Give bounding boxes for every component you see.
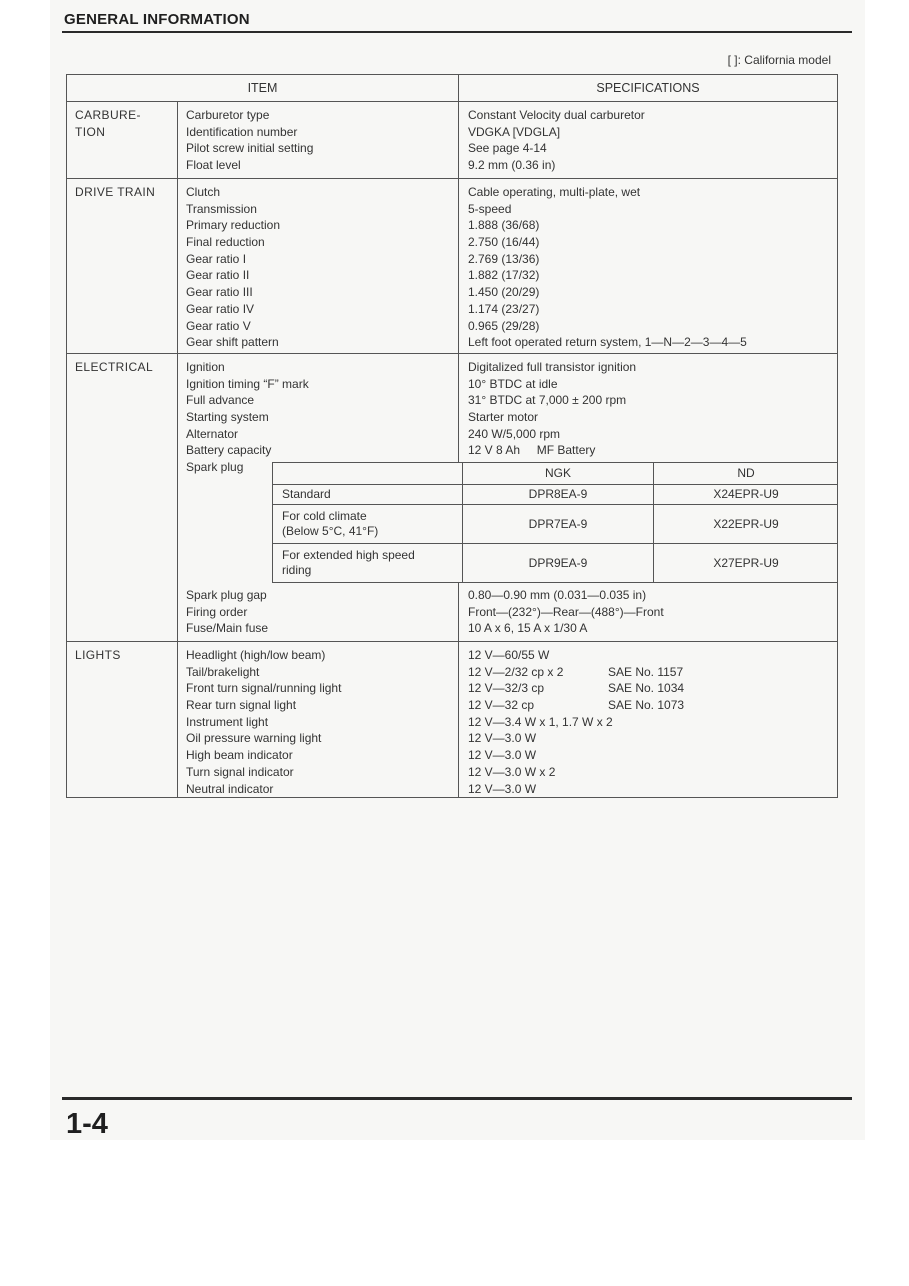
- item-label: Pilot screw initial setting: [186, 141, 314, 156]
- sae-number: SAE No. 1034: [608, 681, 685, 696]
- item-label: Gear shift pattern: [186, 335, 279, 350]
- spark-plug-condition: For cold climate (Below 5°C, 41°F): [282, 509, 379, 538]
- section-carburetion: [67, 102, 837, 179]
- spec-value: 2.769 (13/36): [468, 251, 540, 266]
- item-label: Oil pressure warning light: [186, 731, 322, 746]
- column-header-item: ITEM: [67, 75, 459, 101]
- electrical-items: [186, 359, 309, 476]
- item-label: Gear ratio II: [186, 268, 250, 283]
- ngk-plug-value: DPR8EA-9: [528, 487, 588, 502]
- spark-plug-condition: Standard: [282, 487, 331, 501]
- nd-plug-value: X22EPR-U9: [713, 516, 779, 531]
- brand-header-ngk: NGK: [544, 466, 571, 481]
- item-label: Rear turn signal light: [186, 698, 297, 713]
- column-divider: [458, 642, 459, 797]
- spec-value: [468, 730, 684, 747]
- item-label: Fuse/Main fuse: [186, 621, 269, 636]
- item-label: Clutch: [186, 185, 221, 199]
- spec-value: Constant Velocity dual carburetor: [468, 108, 645, 122]
- column-divider: [177, 354, 178, 641]
- spec-value: [468, 781, 684, 798]
- section-lights: [67, 642, 837, 797]
- item-label: Battery capacity: [186, 443, 272, 458]
- electrical-values-lower: [468, 587, 664, 637]
- column-divider: [458, 179, 459, 353]
- drive-train-values: [468, 184, 747, 351]
- section-electrical: [67, 354, 837, 642]
- spec-value: 1.174 (23/27): [468, 301, 540, 316]
- ngk-plug-value: DPR7EA-9: [528, 516, 588, 531]
- item-label: Transmission: [186, 201, 257, 216]
- light-spec: 12 V—2/32 cp x 2: [468, 664, 564, 679]
- spec-value: VDGKA [VDGLA]: [468, 124, 561, 139]
- spec-value: [468, 647, 684, 664]
- sae-number: SAE No. 1157: [608, 664, 684, 679]
- column-divider: [177, 179, 178, 353]
- nd-plug-value: X24EPR-U9: [713, 487, 779, 502]
- spec-value: 0.965 (29/28): [468, 318, 540, 333]
- footer-rule: [62, 1097, 852, 1100]
- lights-values: [468, 647, 684, 797]
- spec-value: [468, 714, 684, 731]
- nd-plug-value: X27EPR-U9: [713, 555, 779, 570]
- item-label: Tail/brakelight: [186, 664, 260, 679]
- light-spec: 12 V—3.0 W: [468, 748, 537, 763]
- section-drive-train: [67, 179, 837, 354]
- light-spec: 12 V—3.0 W: [468, 731, 537, 746]
- light-spec: 12 V—3.4 W x 1, 1.7 W x 2: [468, 714, 613, 729]
- item-label: Gear ratio IV: [186, 301, 255, 316]
- spec-value: Front—(232°)—Rear—(488°)—Front: [468, 604, 664, 619]
- spec-value: 1.888 (36/68): [468, 218, 540, 233]
- spec-value: 240 W/5,000 rpm: [468, 426, 561, 441]
- spec-value: 10 A x 6, 15 A x 1/30 A: [468, 621, 588, 636]
- column-divider: [177, 642, 178, 797]
- spec-value: 1.450 (20/29): [468, 285, 540, 300]
- item-label: Ignition timing “F” mark: [186, 376, 309, 391]
- page-header-title: GENERAL INFORMATION: [64, 11, 250, 28]
- table-header-row: [67, 75, 837, 102]
- electrical-values: [468, 359, 636, 459]
- spec-value: 2.750 (16/44): [468, 235, 540, 250]
- spec-value: [468, 664, 684, 681]
- spec-value: 10° BTDC at idle: [468, 376, 558, 391]
- california-model-note: [ ]: California model: [727, 53, 831, 67]
- section-name-lights: LIGHTS: [75, 648, 121, 662]
- lights-items: [186, 647, 341, 797]
- spec-value: 31° BTDC at 7,000 ± 200 rpm: [468, 393, 627, 408]
- spec-value: See page 4-14: [468, 141, 547, 156]
- specifications-table: [66, 74, 838, 798]
- spec-value: 1.882 (17/32): [468, 268, 540, 283]
- spec-value: Left foot operated return system, 1—N—2—3—4—5: [468, 335, 747, 350]
- item-label: Alternator: [186, 426, 239, 441]
- item-label: Identification number: [186, 124, 298, 139]
- spark-plug-label: Spark plug: [186, 460, 244, 475]
- item-label: Primary reduction: [186, 218, 281, 233]
- carburetion-values: [468, 107, 645, 174]
- item-label: Gear ratio I: [186, 251, 247, 266]
- column-divider: [458, 354, 459, 462]
- spec-value: 0.80—0.90 mm (0.031—0.035 in): [468, 588, 647, 602]
- column-divider: [458, 102, 459, 178]
- spec-value: [468, 764, 684, 781]
- item-label: Ignition: [186, 360, 225, 374]
- light-spec: 12 V—3.0 W: [468, 781, 537, 796]
- spec-value: 5-speed: [468, 201, 512, 216]
- spec-value: [468, 680, 684, 697]
- item-label: Full advance: [186, 393, 255, 408]
- item-label: Float level: [186, 158, 241, 173]
- item-label: Front turn signal/running light: [186, 681, 342, 696]
- light-spec: 12 V—32/3 cp: [468, 681, 545, 696]
- ngk-plug-value: DPR9EA-9: [528, 555, 588, 570]
- item-label: Firing order: [186, 604, 248, 619]
- spec-value: 9.2 mm (0.36 in): [468, 158, 556, 173]
- electrical-items-lower: [186, 587, 268, 637]
- spec-value: [468, 697, 684, 714]
- header-rule: [62, 31, 852, 33]
- carburetion-items: [186, 107, 313, 174]
- item-label: High beam indicator: [186, 748, 293, 763]
- drive-train-items: [186, 184, 280, 351]
- subtable-rule: [272, 582, 838, 583]
- section-name-carburetion: CARBURE- TION: [75, 108, 141, 139]
- item-label: Carburetor type: [186, 108, 270, 122]
- light-spec: 12 V—32 cp: [468, 698, 535, 713]
- item-label: Gear ratio III: [186, 285, 253, 300]
- item-label: Spark plug gap: [186, 588, 267, 602]
- column-divider: [177, 102, 178, 178]
- page-number: 1-4: [66, 1108, 108, 1140]
- item-label: Headlight (high/low beam): [186, 648, 326, 662]
- brand-header-nd: ND: [737, 466, 755, 481]
- item-label: Final reduction: [186, 235, 265, 250]
- sae-number: SAE No. 1073: [608, 698, 685, 713]
- spec-value: [468, 747, 684, 764]
- light-spec: 12 V—3.0 W x 2: [468, 764, 556, 779]
- spark-plug-condition: For extended high speed riding: [282, 548, 415, 577]
- spec-value: Starter motor: [468, 410, 539, 425]
- spec-value: Cable operating, multi-plate, wet: [468, 185, 641, 199]
- item-label: Turn signal indicator: [186, 764, 294, 779]
- section-name-electrical: ELECTRICAL: [75, 360, 154, 374]
- column-divider: [458, 582, 459, 641]
- item-label: Instrument light: [186, 714, 269, 729]
- item-label: Starting system: [186, 410, 269, 425]
- column-header-specifications: SPECIFICATIONS: [596, 80, 700, 95]
- spec-value: Digitalized full transistor ignition: [468, 360, 637, 374]
- item-label: Neutral indicator: [186, 781, 274, 796]
- section-name-drive-train: DRIVE TRAIN: [75, 185, 156, 199]
- item-label: Gear ratio V: [186, 318, 251, 333]
- light-spec: 12 V—60/55 W: [468, 648, 550, 662]
- spec-value: 12 V 8 Ah MF Battery: [468, 443, 596, 458]
